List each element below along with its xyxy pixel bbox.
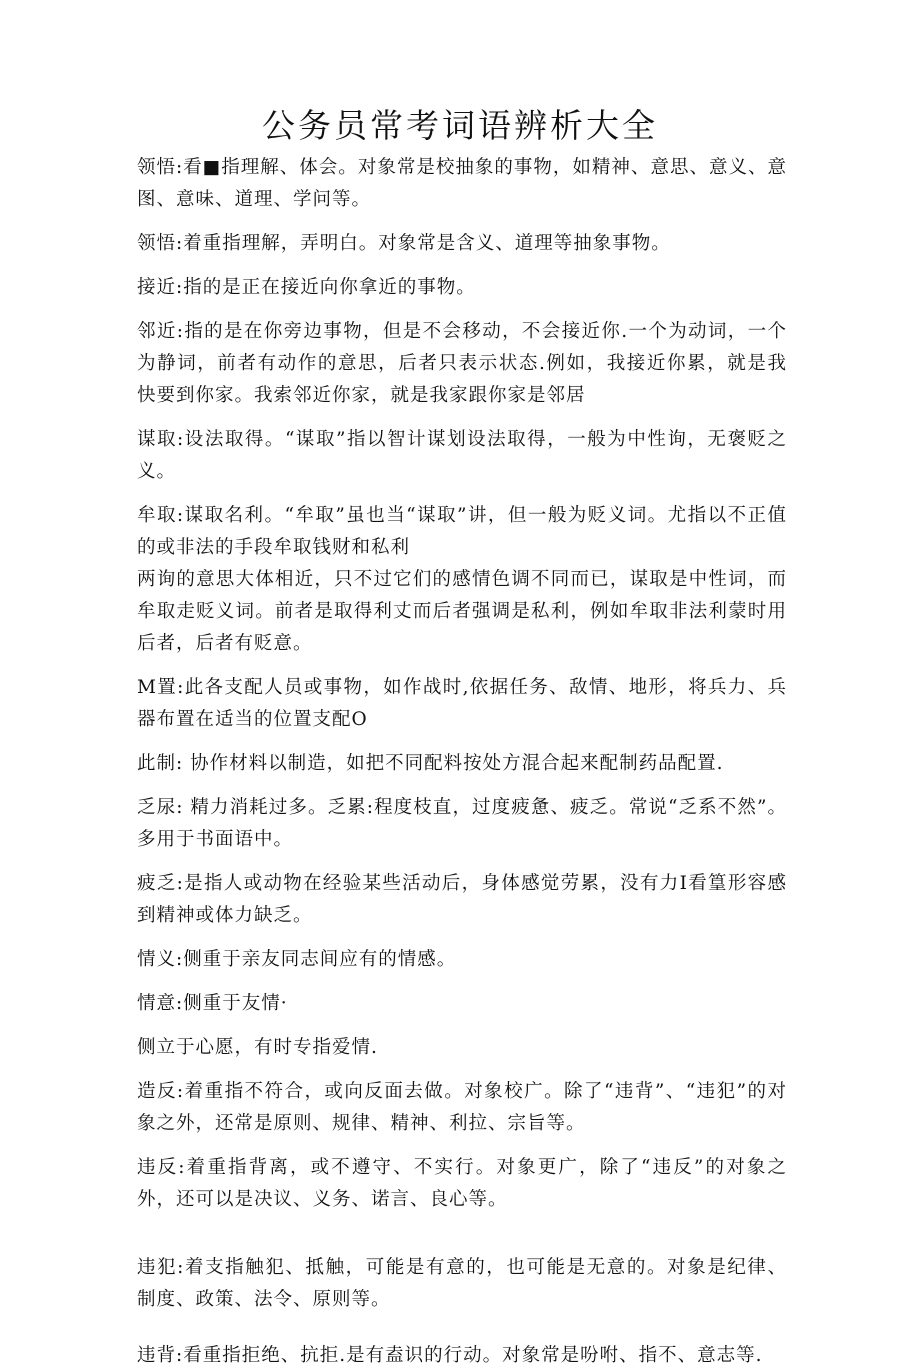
paragraph-weibei: 违背:看重指拒绝、抗拒.是有盍识的行动。对象常是吩咐、指不、意志等. — [137, 1345, 763, 1366]
paragraph-ceyu: 侧立于心愿，有时专指爱情. — [137, 1037, 378, 1058]
paragraph-lingwu-2: 领悟:着重指理解，弄明白。对象常是含义、道理等抽象事物。 — [137, 233, 671, 254]
paragraph-weifan-2: 违犯:着支指触犯、抵触，可能是有意的，也可能是无意的。对象是纪律、制度、政策、法令、原则等。 — [137, 1257, 787, 1310]
paragraph-buzhi: M置:此各支配人员或事物，如作战时,依据任务、敌情、地形，将兵力、兵器布置在适当的位置支配O — [137, 677, 787, 730]
paragraph-qingyi: 情义:侧重于亲友同志间应有的情感。 — [137, 949, 457, 970]
document-title: 公务员常考词语辨析大全 — [262, 106, 658, 145]
paragraph-falei: 乏尿: 精力消耗过多。乏累:程度枝直，过度疲惫、疲乏。常说“乏系不然”。多用于书面语中。 — [137, 797, 787, 850]
paragraph-comparison: 两询的意思大体相近，只不过它们的感情色调不同而已，谋取是中性词，而牟取走贬义词。前者是取得利丈而后者强调是私利，例如牟取非法利蒙时用后者，后者有贬意。 — [137, 569, 787, 654]
paragraph-weifan: 违反:着重指背离，或不遵守、不实行。对象更广，除了“违反”的对象之外，还可以是决议、义务、诺言、良心等。 — [137, 1157, 787, 1210]
paragraph-mouqu: 谋取:设法取得。“谋取”指以智计谋划设法取得，一般为中性询，无褒贬之义。 — [137, 429, 787, 482]
paragraph-peizhi: 此制: 协作材料以制造，如把不同配料按处方混合起来配制药品配置. — [137, 753, 724, 774]
paragraph-pifa: 疲乏:是指人或动物在经验某些活动后，身体感觉劳累，没有力I看篁形容感到精神或体力缺乏。 — [137, 873, 787, 926]
document-body — [137, 152, 787, 1372]
paragraph-qingyi-2: 情意:侧重于友情· — [137, 993, 288, 1014]
paragraph-lingwu-1: 领悟:看■指理解、体会。对象常是校抽象的事物，如精神、意思、意义、意图、意味、道理、学问等。 — [137, 157, 787, 210]
paragraph-mouqu-profit: 牟取:谋取名利。“牟取”虽也当“谋取”讲，但一般为贬义词。尤指以不正值的或非法的手段牟取钱财和私利 — [137, 505, 787, 558]
paragraph-zaofan: 造反:着重指不符合，或向反面去做。对象校广。除了“违背”、“违犯”的对象之外，还常是原则、规律、精神、利拉、宗旨等。 — [137, 1081, 787, 1134]
paragraph-linjin: 邻近:指的是在你旁边事物，但是不会移动，不会接近你.一个为动词，一个为静词，前者有动作的意思，后者只表示状态.例如，我接近你累，就是我快要到你家。我索邻近你家，就是我家跟你家是邻居 — [137, 321, 787, 406]
paragraph-jiejin: 接近:指的是正在接近向你拿近的事物。 — [137, 277, 476, 298]
